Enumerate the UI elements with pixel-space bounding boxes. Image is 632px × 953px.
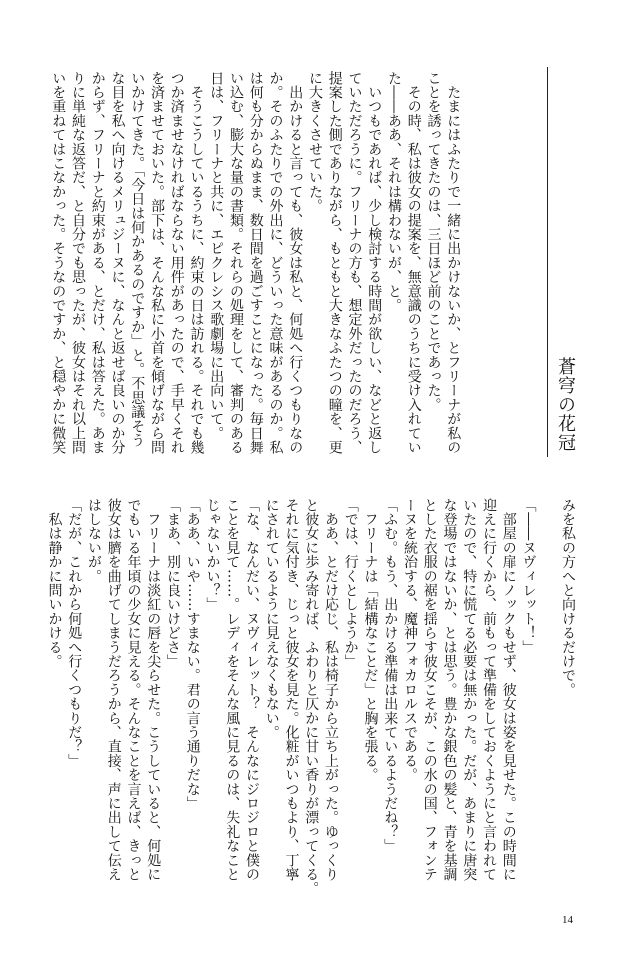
text-line: 出かけると言っても、彼女は私と、何処へ行くつもりなの — [287, 71, 304, 455]
text-line: にされているように見えなくもない。 — [263, 498, 280, 740]
text-line: それに気付き、じっと彼女を見た。化粧がいつもより、丁寧 — [283, 498, 300, 882]
text-line: 「ああ、いや……すまない。君の言う通りだな」 — [184, 498, 201, 811]
text-line: いつもであれば、少し検討する時間が欲しい、などと返し — [366, 71, 383, 455]
text-line: でもいる年頃の少女に見える。そんなことを言えば、きっと — [125, 498, 142, 882]
text-line: からず、フリーナと約束がある、とだけ、私は答えた。あま — [89, 71, 106, 455]
text-line: 「――ヌヴィレット！」 — [520, 498, 537, 655]
text-line: 私は静かに問いかける。 — [46, 498, 63, 669]
text-line: 「な、なんだい、ヌヴィレット？ そんなにジロジロと僕の — [244, 498, 260, 882]
text-line: い込む、膨大な量の書類。それらの処理をして、審判のある — [228, 71, 244, 455]
text-line: フリーナは「結構なことだ」と胸を張る。 — [362, 498, 379, 782]
text-line: ーヌを統治する、魔神フォカロルスである。 — [402, 498, 418, 782]
text-line: 「まあ、別に良いけどさ」 — [165, 498, 181, 669]
text-line: か。そのふたりでの外出に、どういった意味があるのか。私 — [267, 71, 284, 455]
text-line: と彼女に歩み寄れば、ふわりと仄かに甘い香りが漂ってくる。 — [303, 498, 320, 896]
text-line: 「ふむ。もう、出かける準備は出来ているようだね？」 — [382, 498, 399, 853]
text-line: 部屋の扉にノックもせず、彼女は姿を見せた。この時間に — [500, 498, 517, 882]
running-title: 蒼穹の花冠 — [555, 357, 576, 452]
text-line: た――ああ、それは構わないが、と。 — [386, 71, 402, 313]
text-line: フリーナは淡紅の唇を尖らせた。こうしていると、何処に — [145, 498, 162, 882]
lower-text-tier — [44, 498, 577, 896]
scene-break — [538, 498, 558, 890]
page-number: 14 — [562, 914, 573, 926]
text-line: な目を私へ向けるメリュジーヌに、なんと返せば良いのか分 — [109, 71, 126, 455]
text-line: そうこうしているうちに、約束の日は訪れる。それでも幾 — [188, 71, 205, 455]
text-line: 「だが、これから何処へ行くつもりだ？」 — [66, 498, 83, 768]
text-line: みを私の方へと向けるだけで。 — [560, 498, 576, 697]
title-rule — [547, 67, 548, 457]
text-line: たまにはふたりで一緒に出かけないか、とフリーナが私の — [445, 71, 462, 455]
text-line: ことを誘ってきたのは、三日ほど前のことであった。 — [425, 71, 442, 412]
text-line: じゃないかい？」 — [204, 498, 221, 612]
text-line: いかけてきた。「今日は何かあるのですか」と。不思議そう — [129, 71, 146, 448]
text-line: つか済ませなければならない用件があったので、手早くそれ — [168, 71, 185, 455]
upper-text-tier — [48, 71, 463, 463]
text-line: 「では、行くとしようか」 — [342, 498, 359, 669]
text-line: いを重ねてはこなかった。そうなのですか、と穏やかに微笑 — [50, 71, 67, 455]
text-line: 提案した側でありながら、もともと大きなふたつの瞳を、更 — [326, 71, 343, 455]
text-line: 彼女は臍を曲げてしまうだろうから、直接、声に出して伝え — [105, 498, 122, 882]
text-line: その時、私は彼女の提案を、無意識のうちに受け入れてい — [405, 71, 422, 455]
text-line: ああ、とだけ応じ、私は椅子から立ち上がった。ゆっくり — [323, 498, 339, 882]
text-line: りに単純な返答だ、と自分でも思ったが、彼女はそれ以上問 — [70, 71, 86, 455]
text-line: 日は、フリーナと共に、エピクレシス歌劇場に出向いて。 — [208, 71, 225, 441]
text-line: 迎えに行くから、前もって準備をしておくようにと言われて — [481, 498, 497, 882]
text-line: ことを見て……。レディをそんな風に見るのは、失礼なこと — [224, 498, 241, 882]
text-line: を済ませておいた。部下は、そんな私に小首を傾げながら問 — [149, 71, 165, 455]
text-line: いたので、特に慌てる必要は無かった。だが、あまりに唐突 — [461, 498, 478, 882]
text-line: な登場ではないか、とは思う。豊かな銀色の髪と、青を基調 — [441, 498, 458, 882]
text-line: はしないが。 — [86, 498, 102, 584]
text-line: は何も分からぬまま、数日間を過ごすことになった。毎日舞 — [247, 71, 264, 455]
text-line: ていただろうに。フリーナの方も、想定外だったのだろう、 — [346, 71, 363, 455]
text-line: に大きくさせていた。 — [307, 71, 323, 213]
text-line: とした衣服の裾を揺らす彼女こそが、この水の国、フォンテ — [421, 498, 438, 882]
